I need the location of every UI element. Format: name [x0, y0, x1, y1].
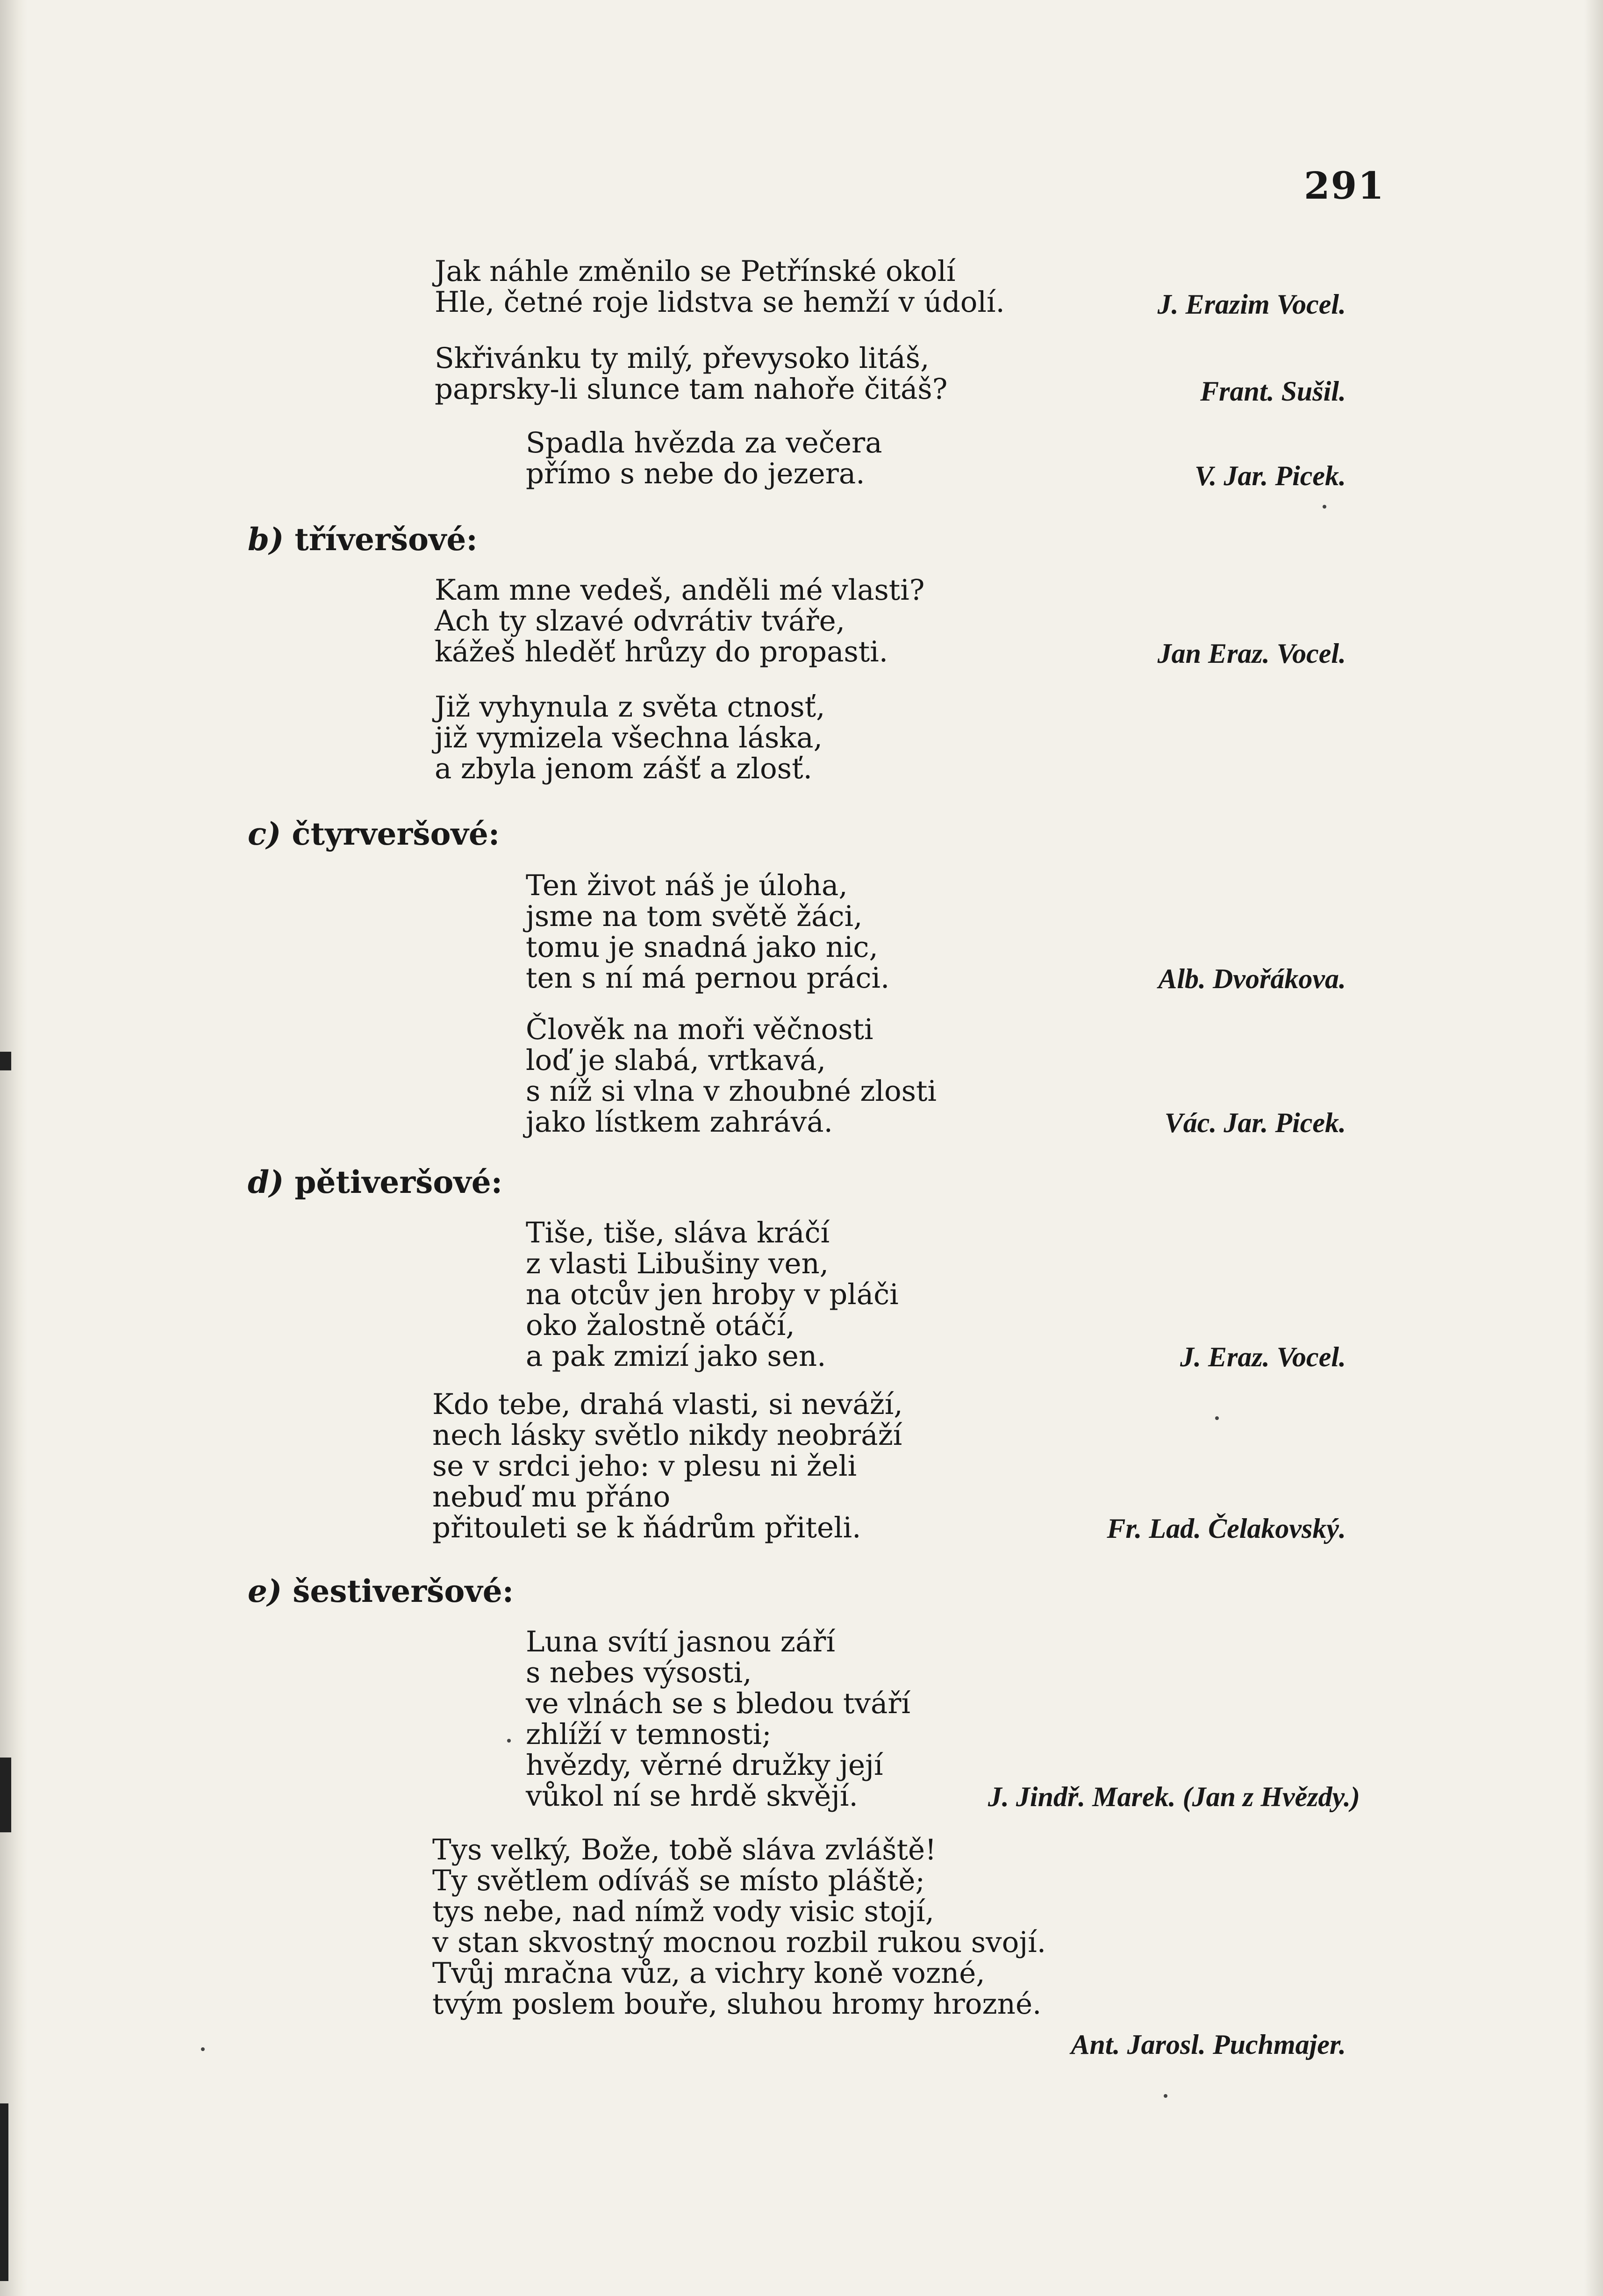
verse-line: a zbyla jenom zášť a zlosť. — [435, 752, 812, 785]
verse-line: Kdo tebe, drahá vlasti, si neváží, — [432, 1388, 903, 1421]
verse-line: jako lístkem zahrává. — [526, 1105, 833, 1139]
verse-line: Kam mne vedeš, anděli mé vlasti? — [435, 574, 925, 607]
poem-4-author: Jan Eraz. Vocel. — [1157, 638, 1346, 669]
verse-line: Tiše, tiše, sláva kráčí — [526, 1216, 830, 1249]
poem-4 — [435, 575, 925, 667]
verse-line: kážeš hleděť hrůzy do propasti. — [435, 635, 888, 668]
poem-9-author: Fr. Lad. Čelakovský. — [1107, 1513, 1346, 1544]
section-letter: d) — [248, 1164, 284, 1200]
verse-line: nebuď mu přáno — [432, 1480, 671, 1514]
verse-line: Hle, četné roje lidstva se hemží v údolí. — [435, 286, 1005, 319]
section-letter: e) — [248, 1573, 282, 1609]
verse-line: tys nebe, nad nímž vody visic stojí, — [432, 1895, 935, 1928]
verse-line: v stan skvostný mocnou rozbil rukou svojí. — [432, 1926, 1046, 1959]
scan-speck — [201, 2047, 205, 2051]
poem-5 — [435, 692, 825, 784]
verse-line: ten s ní má pernou práci. — [526, 961, 890, 995]
verse-line: Tys velký, Bože, tobě sláva zvláště! — [432, 1833, 937, 1866]
poem-7-author: Vác. Jar. Picek. — [1164, 1107, 1346, 1138]
verse-line: Již vyhynula z světa ctnosť, — [435, 690, 825, 724]
verse-line: již vymizela všechna láska, — [435, 721, 823, 754]
verse-line: Ten život náš je úloha, — [526, 869, 848, 902]
poem-10-author: J. Jindř. Marek. (Jan z Hvězdy.) — [988, 1781, 1360, 1812]
verse-line: Luna svítí jasnou září — [526, 1625, 835, 1658]
verse-line: oko žalostně otáčí, — [526, 1309, 795, 1342]
section-label: pětiveršové: — [294, 1164, 503, 1200]
verse-line: s níž si vlna v zhoubné zlosti — [526, 1075, 937, 1108]
verse-line: Ach ty slzavé odvrátiv tváře, — [435, 604, 845, 638]
verse-line: Jak náhle změnilo se Petřínské okolí — [435, 255, 956, 288]
verse-line: a pak zmizí jako sen. — [526, 1340, 826, 1373]
scan-speck — [1323, 505, 1326, 509]
section-label: šestiveršové: — [293, 1573, 514, 1609]
poem-2 — [435, 343, 947, 405]
verse-line: paprsky-li slunce tam nahoře čitáš? — [435, 373, 948, 406]
binding-mark — [0, 2103, 8, 2281]
verse-line: tvým poslem bouře, sluhou hromy hrozné. — [432, 1987, 1042, 2021]
section-heading-b — [248, 521, 478, 558]
verse-line: Ty světlem odíváš se místo pláště; — [432, 1864, 925, 1897]
binding-mark — [0, 1758, 11, 1832]
scan-speck — [1215, 1416, 1219, 1420]
section-label: tříveršové: — [294, 521, 478, 558]
poem-11 — [432, 1835, 1046, 2020]
verse-line: Spadla hvězda za večera — [526, 426, 882, 459]
poem-8-author: J. Eraz. Vocel. — [1180, 1342, 1346, 1372]
section-letter: b) — [248, 521, 284, 558]
section-letter: c) — [248, 816, 281, 852]
section-heading-e — [248, 1573, 514, 1609]
verse-line: nech lásky světlo nikdy neobráží — [432, 1419, 902, 1452]
verse-line: Skřivánku ty milý, převysoko litáš, — [435, 342, 930, 375]
verse-line: loď je slabá, vrtkavá, — [526, 1044, 826, 1077]
poem-1-author: J. Erazim Vocel. — [1157, 289, 1346, 320]
poem-9 — [432, 1389, 903, 1543]
poem-7 — [526, 1014, 937, 1138]
verse-line: se v srdci jeho: v plesu ni želi — [432, 1449, 857, 1483]
verse-line: s nebes výsosti, — [526, 1656, 752, 1689]
verse-line: jsme na tom světě žáci, — [526, 900, 863, 933]
verse-line: Člověk na moři věčnosti — [526, 1013, 873, 1046]
verse-line: na otcův jen hroby v pláči — [526, 1278, 899, 1311]
page-right-edge — [1584, 0, 1603, 2296]
verse-line: Tvůj mračna vůz, a vichry koně vozné, — [432, 1957, 985, 1990]
verse-line: přímo s nebe do jezera. — [526, 457, 865, 490]
page-left-edge — [0, 0, 27, 2296]
verse-line: tomu je snadná jako nic, — [526, 931, 878, 964]
section-heading-d — [248, 1164, 502, 1200]
poem-10 — [526, 1627, 910, 1812]
poem-6 — [526, 870, 889, 994]
verse-line: přitouleti se k ňádrům přiteli. — [432, 1511, 861, 1544]
section-label: čtyrveršové: — [292, 816, 500, 852]
verse-line: vůkol ní se hrdě skvějí. — [526, 1779, 858, 1813]
scan-speck — [1164, 2094, 1167, 2098]
scan-speck — [507, 1739, 511, 1743]
verse-line: hvězdy, věrné družky její — [526, 1749, 883, 1782]
poem-3-author: V. Jar. Picek. — [1195, 460, 1346, 491]
verse-line: ve vlnách se s bledou tváří — [526, 1687, 911, 1720]
poem-2-author: Frant. Sušil. — [1200, 376, 1346, 407]
poem-3 — [526, 428, 882, 489]
section-heading-c — [248, 816, 500, 852]
poem-1 — [435, 256, 1005, 318]
verse-line: z vlasti Libušiny ven, — [526, 1247, 829, 1280]
poem-11-author: Ant. Jarosl. Puchmajer. — [1071, 2029, 1346, 2060]
poem-6-author: Alb. Dvořákova. — [1158, 963, 1346, 994]
verse-line: zhlíží v temnosti; — [526, 1718, 772, 1751]
page-number: 291 — [1304, 164, 1385, 208]
binding-mark — [0, 1052, 11, 1070]
poem-8 — [526, 1218, 899, 1372]
